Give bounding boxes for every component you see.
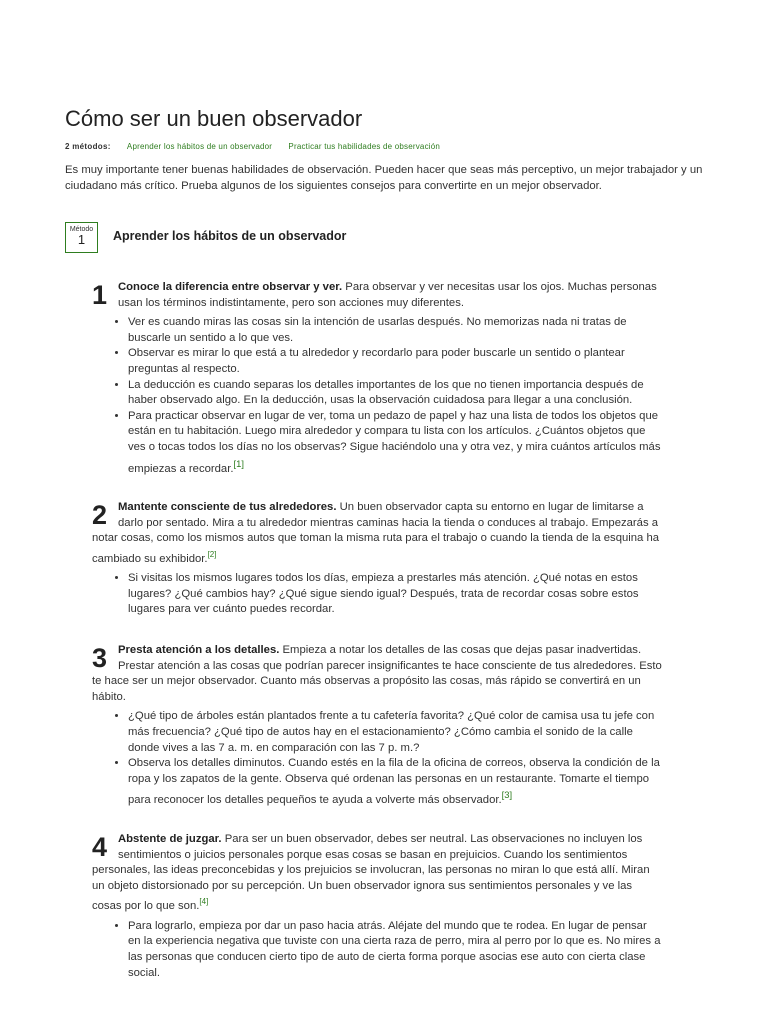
step-4 (92, 832, 662, 981)
step-number: 2 (92, 500, 108, 530)
method-title: Aprender los hábitos de un observador (113, 229, 347, 243)
bullet-text: Para practicar observar en lugar de ver, toma un pedazo de papel y haz una lista de todos los objetos que están en tu habitación. Luego mira alrededor y compara tu lista con los artículos. ¿Cuántos objetos que ves o tocas todos los días no los observas? Sigue haciéndolo una y otra vez, y mira cuántos artículos más empiezas a recordar. (128, 409, 661, 475)
step-heading: Presta atención a los detalles. (118, 644, 280, 656)
step-body: Para ser un buen observador, debes ser neutral. Las observaciones no incluyen los sentimientos o juicios personales porque esas cosas se basan en prejuicios. Cuando los sentimientos personales, las ideas preconcebidas y los prejuicios se involucran, las personas no miran lo que está allí. Miran un objeto distorsionado por su percepción. Un buen observador ignora sus sentimientos personales y ve las cosas por lo que son. (92, 833, 650, 913)
step-text (92, 500, 662, 567)
step-bullets (92, 709, 662, 808)
bullet-item (128, 378, 662, 409)
step-heading: Mantente consciente de tus alrededores. (118, 501, 337, 513)
bullet-item (128, 571, 662, 618)
bullet-item (128, 756, 662, 809)
bullet-item (128, 315, 662, 346)
step-2 (92, 500, 662, 618)
step-3 (92, 643, 662, 809)
step-bullets (92, 919, 662, 981)
bullet-text: ¿Qué tipo de árboles están plantados frente a tu cafetería favorita? ¿Qué color de camisa usa tu jefe con más frecuencia? ¿Qué tipo de autos hay en el estacionamiento? ¿Cómo cambia el sonido de la calle donde vives a las 7 a. m. en comparación con las 7 p. m.? (128, 710, 655, 754)
bullet-item (128, 346, 662, 377)
method-link-2[interactable]: Practicar tus habilidades de observación (288, 142, 441, 151)
bullet-item (128, 409, 662, 477)
methods-nav (65, 142, 440, 151)
step-text (92, 643, 662, 705)
citation-link[interactable]: [4] (199, 897, 209, 907)
bullet-text: Observa los detalles diminutos. Cuando estés en la fila de la oficina de correos, observa la condición de la ropa y los zapatos de la gente. Observa qué ordenan las personas en un restaurante. Tomarte el tiempo para reconocer los detalles pequeños te ayuda a volverte más observador. (128, 757, 660, 807)
step-number: 1 (92, 280, 108, 310)
citation-link[interactable]: [2] (207, 549, 217, 559)
step-body: Para observar y ver necesitas usar los ojos. Muchas personas usan los términos indistintamente, pero son acciones muy diferentes. (118, 281, 657, 309)
bullet-text: Si visitas los mismos lugares todos los días, empieza a prestarles más atención. ¿Qué notas en estos lugares? ¿Qué cambios hay? ¿Qué sigue siendo igual? Después, trata de recordar cosas sobre estos lugares para ver cuánto puedes recordar. (128, 572, 639, 616)
step-number: 3 (92, 643, 108, 673)
step-text (92, 832, 662, 915)
bullet-text: Para lograrlo, empieza por dar un paso hacia atrás. Aléjate del mundo que te rodea. En lugar de pensar en la experiencia negativa que tuviste con una cierta raza de perro, mira al perro por lo que es. No mires a las personas que conducen cierto tipo de auto de cierta forma porque asocias ese auto con cierta clase social. (128, 919, 661, 979)
bullet-text: La deducción es cuando separas los detalles importantes de los que no tienen importancia después de haber observado algo. En la deducción, usas la observación cuidadosa para llegar a una conclusión. (128, 378, 644, 407)
step-heading: Abstente de juzgar. (118, 833, 222, 845)
method-badge-number: 1 (77, 232, 86, 247)
citation-link[interactable]: [1] (233, 457, 244, 469)
intro-paragraph: Es muy importante tener buenas habilidades de observación. Pueden hacer que seas más perceptivo, un mejor trabajador y un ciudadano más crítico. Prueba algunos de los siguientes consejos para convertirte en un mejor observador. (65, 164, 703, 192)
bullet-text: Observar es mirar lo que está a tu alrededor y recordarlo para poder buscarle un sentido o plantear preguntas al respecto. (128, 347, 625, 375)
step-bullets (92, 315, 662, 477)
step-text (92, 280, 662, 311)
page-title: Cómo ser un buen observador (65, 106, 363, 131)
citation-link[interactable]: [3] (501, 789, 513, 801)
method-badge-label: Método (69, 226, 94, 233)
step-1 (92, 280, 662, 477)
step-body: Empieza a notar los detalles de las cosas que dejas pasar inadvertidas. Prestar atención a las cosas que podrían parecer insignificantes te hace consciente de tus alrededores. Esto te hace ser un mejor observador. Cuanto más observas a propósito las cosas, más rápido se convertirá en un hábito. (92, 644, 662, 703)
methods-count-label: 2 métodos: (65, 142, 111, 151)
bullet-text: Ver es cuando miras las cosas sin la intención de usarlas después. No memorizas nada ni tratas de buscarle un sentido a lo que ves. (128, 316, 627, 344)
step-number: 4 (92, 832, 108, 862)
step-body: Un buen observador capta su entorno en lugar de limitarse a darlo por sentado. Mira a tu alrededor mientras caminas hacia la tienda o conduces al trabajo. Empezarás a notar cosas, como los mismos autos que toman la misma ruta para el trabajo o cuando la tienda de la esquina ha cambiado su exhibidor. (92, 501, 660, 565)
method-badge (65, 222, 98, 253)
step-bullets (92, 571, 662, 618)
method-link-1[interactable]: Aprender los hábitos de un observador (126, 142, 273, 151)
step-heading: Conoce la diferencia entre observar y ver. (118, 281, 343, 293)
bullet-item (128, 709, 662, 756)
bullet-item (128, 919, 662, 981)
